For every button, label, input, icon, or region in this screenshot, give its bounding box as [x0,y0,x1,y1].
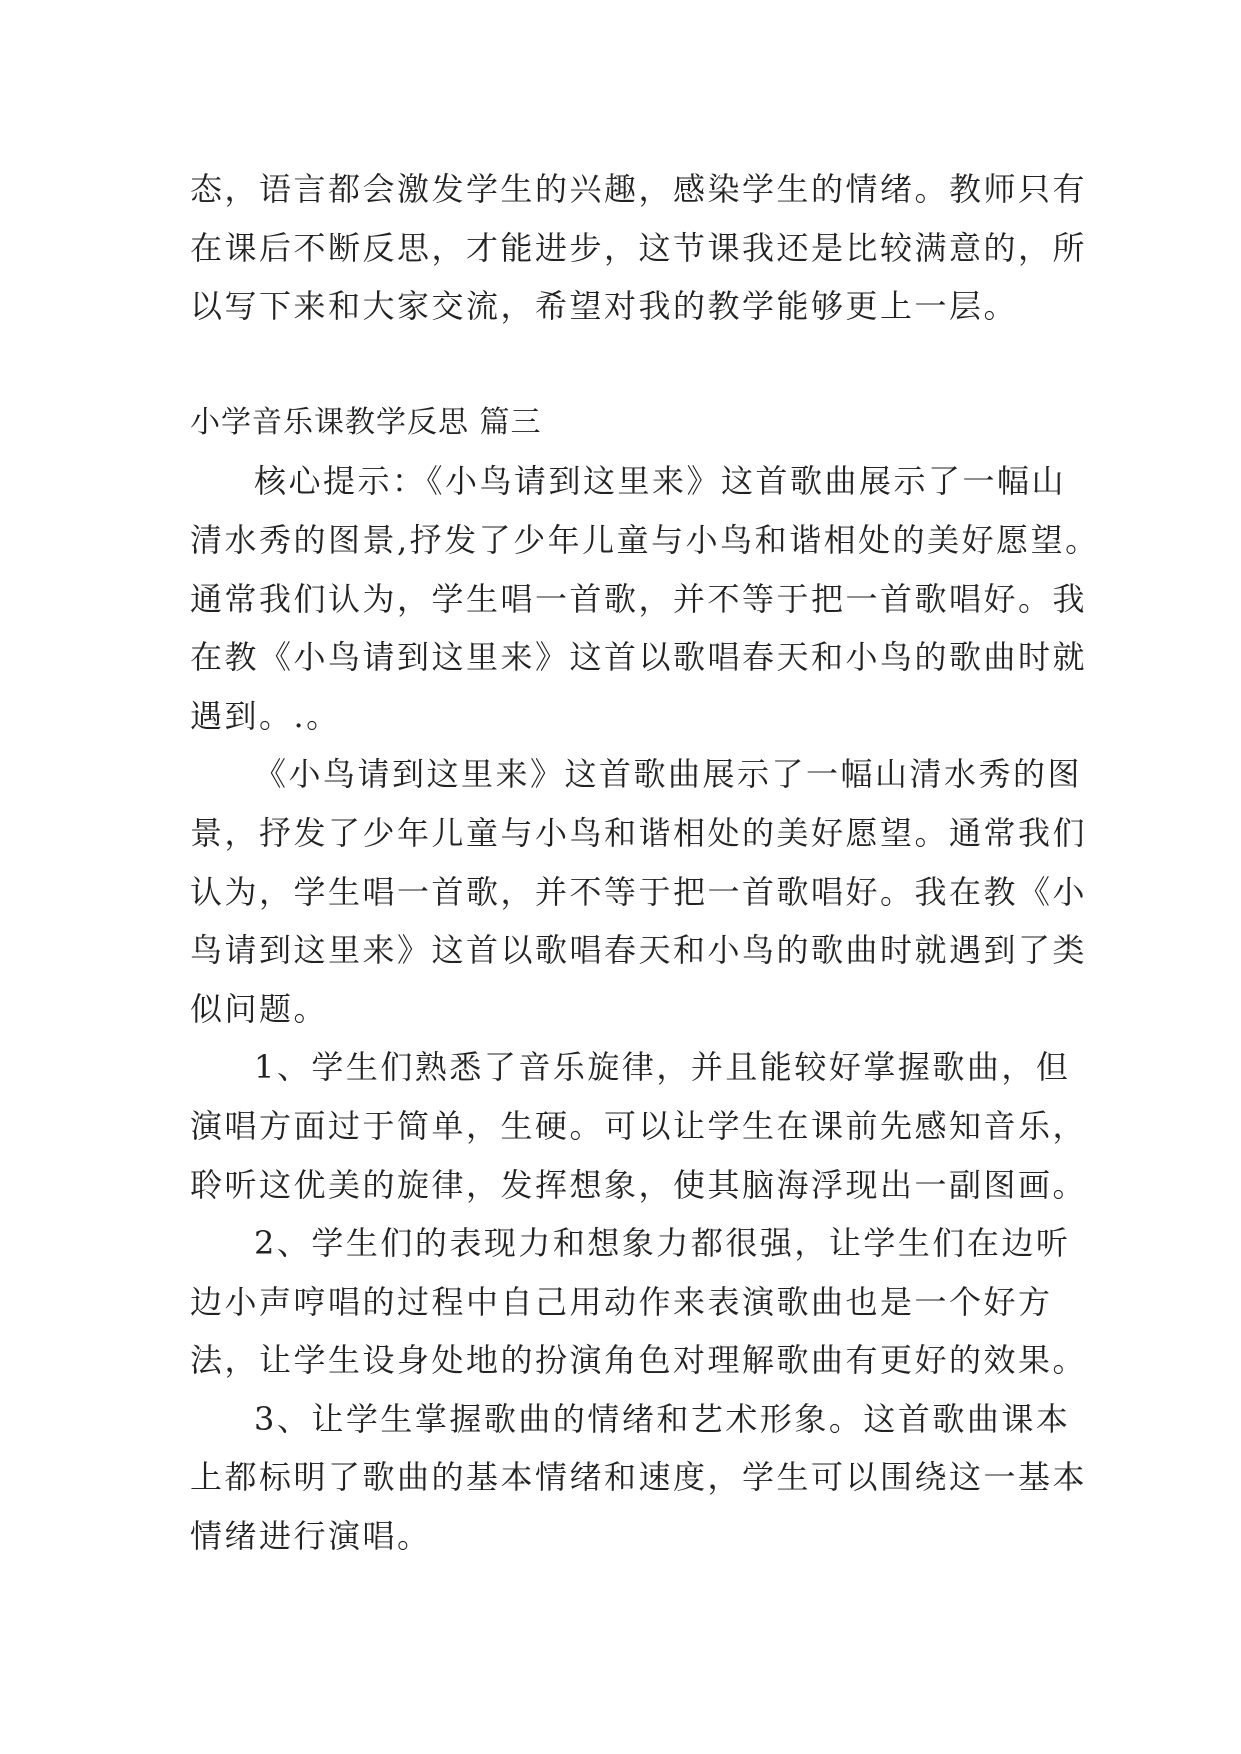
text-line: 1、学生们熟悉了音乐旋律，并且能较好掌握歌曲，但 [254,1048,1071,1087]
document-page [190,160,1100,1566]
text-line: 清水秀的图景,抒发了少年儿童与小鸟和谐相处的美好愿望。 [190,520,1100,559]
text-line: 聆听这优美的旋律，发挥想象，使其脑海浮现出一副图画。 [190,1165,1088,1204]
text-line: 鸟请到这里来》这首以歌唱春天和小鸟的歌曲时就遇到了类 [190,931,1088,970]
text-line: 通常我们认为，学生唱一首歌，并不等于把一首歌唱好。我 [190,579,1088,618]
text-line: 以写下来和大家交流，希望对我的教学能够更上一层。 [190,287,1019,326]
text-line: 认为，学生唱一首歌，并不等于把一首歌唱好。我在教《小 [190,872,1088,911]
text-line: 法，让学生设身处地的扮演角色对理解歌曲有更好的效果。 [190,1341,1088,1380]
text-line: 在课后不断反思，才能进步，这节课我还是比较满意的，所 [190,228,1088,267]
text-line: 遇到。.。 [190,696,341,735]
text-line: 态，语言都会激发学生的兴趣，感染学生的情绪。教师只有 [190,170,1088,208]
text-line: 似问题。 [190,989,329,1028]
text-line: 景，抒发了少年儿童与小鸟和谐相处的美好愿望。通常我们 [190,813,1088,852]
text-line: 2、学生们的表现力和想象力都很强，让学生们在边听 [254,1224,1071,1263]
text-line: 在教《小鸟请到这里来》这首以歌唱春天和小鸟的歌曲时就 [190,638,1088,677]
text-line: 边小声哼唱的过程中自己用动作来表演歌曲也是一个好方 [190,1282,1053,1321]
text-line: 上都标明了歌曲的基本情绪和速度，学生可以围绕这一基本 [190,1458,1088,1497]
text-line: 情绪进行演唱。 [190,1517,432,1556]
section-heading: 小学音乐课教学反思 篇三 [190,404,542,440]
text-line: 核心提示：《小鸟请到这里来》这首歌曲展示了一幅山 [254,462,1067,501]
text-line: 《小鸟请到这里来》这首歌曲展示了一幅山清水秀的图 [254,755,1083,794]
text-line: 演唱方面过于简单，生硬。可以让学生在课前先感知音乐， [190,1106,1088,1145]
text-line: 3、让学生掌握歌曲的情绪和艺术形象。这首歌曲课本 [254,1399,1071,1438]
paragraph-gap [190,336,1050,394]
